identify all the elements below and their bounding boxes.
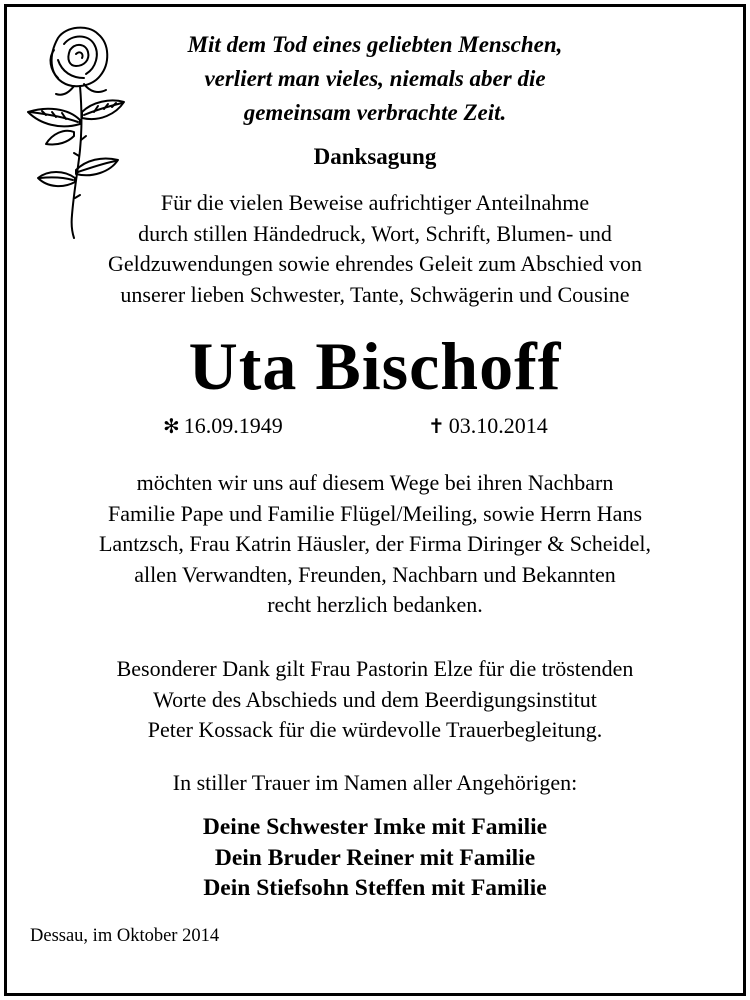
special-thanks-line: Besonderer Dank gilt Frau Pastorin Elze für die tröstenden (116, 656, 634, 681)
signatures (0, 812, 750, 904)
death-date: 03.10.2014 (448, 413, 548, 438)
signature-line: Deine Schwester Imke mit Familie (202, 814, 548, 840)
special-thanks-line: Peter Kossack für die würdevolle Trauerbegleitung. (147, 717, 603, 742)
quote-line: gemeinsam verbrachte Zeit. (243, 100, 507, 125)
special-thanks-line: Worte des Abschieds und dem Beerdigungsinstitut (153, 686, 597, 712)
intro-line: durch stillen Händedruck, Wort, Schrift, Blumen- und (138, 220, 612, 246)
mourning-line: In stiller Trauer im Namen aller Angehörigen: (172, 770, 578, 795)
intro-paragraph (0, 188, 750, 310)
signature-line: Dein Stiefsohn Steffen mit Familie (203, 875, 547, 901)
signature-line: Dein Bruder Reiner mit Familie (214, 844, 536, 871)
thanks-line: Lantzsch, Frau Katrin Häusler, der Firma Diringer & Scheidel, (98, 531, 651, 556)
deceased-name: Uta Bischoff (188, 328, 562, 404)
thanks-line: allen Verwandten, Freunden, Nachbarn und Bekannten (134, 561, 616, 587)
notice-heading: Danksagung (313, 144, 437, 169)
quote-line: verliert man vieles, niemals aber die (204, 66, 546, 91)
intro-line: Geldzuwendungen sowie ehrendes Geleit zum Abschied von (108, 251, 642, 276)
death-date-row (428, 411, 548, 441)
intro-line: unserer lieben Schwester, Tante, Schwägerin und Cousine (120, 281, 630, 307)
birth-date: 16.09.1949 (183, 413, 283, 438)
memorial-quote (130, 28, 620, 130)
thanks-line: recht herzlich bedanken. (267, 592, 483, 617)
thanks-paragraph (0, 468, 750, 621)
birth-date-row (163, 411, 283, 441)
thanks-line: möchten wir uns auf diesem Wege bei ihren Nachbarn (136, 470, 614, 495)
special-thanks-paragraph (0, 654, 750, 746)
quote-line: Mit dem Tod eines geliebten Menschen, (187, 32, 563, 57)
birth-star-icon: ✻ (163, 414, 180, 438)
intro-line: Für die vielen Beweise aufrichtiger Anteilnahme (160, 190, 590, 215)
place-date: Dessau, im Oktober 2014 (30, 926, 220, 946)
cross-icon: ✝ (428, 414, 445, 438)
thanks-line: Familie Pape und Familie Flügel/Meiling, sowie Herrn Hans (107, 500, 643, 526)
